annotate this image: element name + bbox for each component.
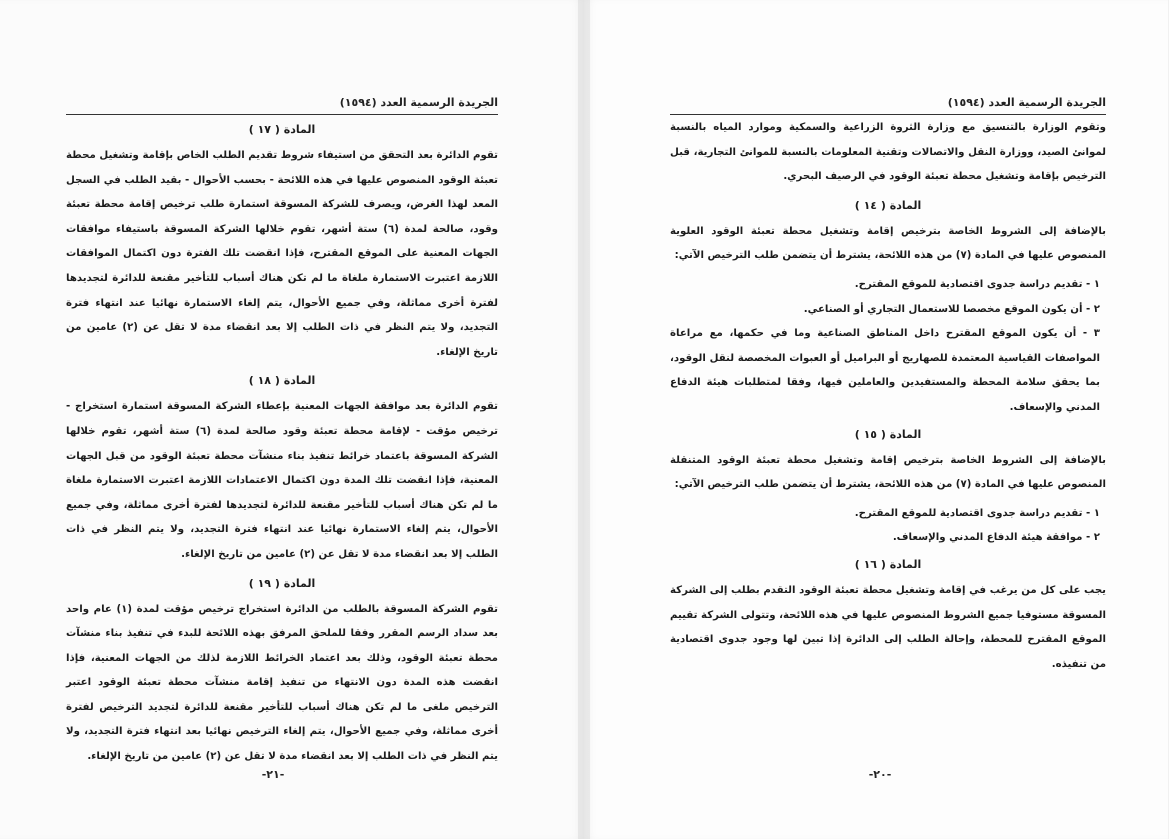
article-16-title: المادة ( ١٦ ) (854, 557, 922, 571)
book-gutter (578, 0, 590, 839)
article-14-item-1: ١ - تقديم دراسة جدوى اقتصادية للموقع المقترح. (854, 278, 1100, 290)
page-20 (584, 0, 1168, 839)
gazette-title: الجريدة الرسمية العدد (١٥٩٤) (947, 95, 1106, 109)
page-body (670, 116, 1106, 681)
article-14-title: المادة ( ١٤ ) (854, 198, 922, 212)
article-17-title: المادة ( ١٧ ) (248, 123, 316, 136)
article-19-text: تقوم الشركة المسوقة بالطلب من الدائرة استخراج ترخيص مؤقت لمدة (١) عام واحد بعد سداد الرسم المقرر وفقا للملحق المرفق بهذه اللائحة للبدء في تنفيذ بناء منشآت محطة تعبئة الوقود، وذلك بعد اعتماد الخرائط اللازمة لذلك من الجهات المعنية، فإذا انقضت هذه المدة دون الانتهاء من تنفيذ إقامة منشآت محطة تعبئة الوقود اعتبر الترخيص ملغى ما لم تكن هناك أسباب للتأخير مقنعة للدائرة لتجديد الترخيص لفترة أخرى مماثلة، وفي جميع الأحوال، يتم إلغاء الترخيص نهائيا بعد انتهاء فترة التجديد، ولا يتم النظر في ذات الطلب إلا بعد انقضاء مدة لا تقل عن (٢) عامين من تاريخ الإلغاء. (66, 603, 498, 763)
article-14-item-2: ٢ - أن يكون الموقع مخصصا للاستعمال التجاري أو الصناعي. (803, 303, 1100, 315)
article-15-lead: بالإضافة إلى الشروط الخاصة بترخيص إقامة وتشغيل محطة تعبئة الوقود المتنقلة المنصوص عليها في المادة (٧) من هذه اللائحة، يشترط أن يتضمن طلب الترخيص الآتي: (670, 454, 1106, 491)
article-17-text: تقوم الدائرة بعد التحقق من استيفاء شروط تقديم الطلب الخاص بإقامة وتشغيل محطة تعبئة الوقود المنصوص عليها في هذه اللائحة - بحسب الأحوال - بقيد الطلب في السجل المعد لهذا الغرض، ويصرف للشركة المسوقة استمارة طلب ترخيص إقامة محطة تعبئة وقود، صالحة لمدة (٦) ستة أشهر، تقوم خلالها الشركة المسوقة باستيفاء موافقات الجهات المعنية على الموقع المقترح، فإذا انقضت تلك الفترة دون اكتمال الموافقات اللازمة اعتبرت الاستمارة ملغاة ما لم تكن هناك أسباب للتأخير مقنعة للدائرة لتجديدها لفترة أخرى مماثلة، وفي جميع الأحوال، يتم إلغاء الاستمارة نهائيا عند انتهاء فترة التجديد، ولا يتم النظر في ذات الطلب إلا بعد انقضاء مدة لا تقل عن (٢) عامين من تاريخ الإلغاء. (66, 150, 498, 358)
article-18-text: تقوم الدائرة بعد موافقة الجهات المعنية بإعطاء الشركة المسوقة استمارة استخراج - ترخيص مؤقت - لإقامة محطة تعبئة وقود صالحة لمدة (٦) ستة أشهر، تقوم خلالها الشركة المسوقة باعتماد خرائط تنفيذ بناء منشآت محطة تعبئة الوقود من قبل الجهات المعنية، فإذا انقضت تلك المدة دون اكتمال الاعتمادات اللازمة اعتبرت الاستمارة ملغاة ما لم تكن هناك أسباب للتأخير مقنعة للدائرة لتجديدها لفترة أخرى مماثلة، وفي جميع الأحوال، يتم إلغاء الاستمارة نهائيا عند انتهاء فترة التجديد، ولا يتم النظر في ذات الطلب إلا بعد انقضاء مدة لا تقل عن (٢) عامين من تاريخ الإلغاء. (66, 401, 499, 560)
article-15-title: المادة ( ١٥ ) (854, 427, 922, 441)
header-rule (670, 114, 1106, 115)
header-rule (66, 114, 498, 115)
article-14-item-3: ٣ - أن يكون الموقع المقترح داخل المناطق الصناعية وما في حكمها، مع مراعاة المواصفات القياسية المعتمدة للصهاريج أو البراميل أو العبوات المخصصة لنقل الوقود، بما يحقق سلامة المحطة والمستفيدين والعاملين فيها، وفقا لمتطلبات هيئة الدفاع المدني والإسعاف. (670, 328, 1100, 413)
article-18-title: المادة ( ١٨ ) (248, 374, 316, 388)
page-number: -٢١- (261, 768, 285, 781)
article-14-lead: بالإضافة إلى الشروط الخاصة بترخيص إقامة وتشغيل محطة تعبئة الوقود العلوية المنصوص عليها في المادة (٧) من هذه اللائحة، يشترط أن يتضمن طلب الترخيص الآتي: (670, 225, 1106, 262)
article-15-item-2: ٢ - موافقة هيئة الدفاع المدني والإسعاف. (892, 532, 1100, 544)
page-body (66, 116, 498, 774)
intro-paragraph: وتقوم الوزارة بالتنسيق مع وزارة الثروة الزراعية والسمكية وموارد المياه بالنسبة لموانئ الصيد، ووزارة النقل والاتصالات وتقنية المعلومات بالنسبة للموانئ التجارية، قبل الترخيص بإقامة وتشغيل محطة تعبئة الوقود في الرصيف البحري. (670, 122, 1106, 183)
page-header (670, 93, 1106, 111)
article-15-item-1: ١ - تقديم دراسة جدوى اقتصادية للموقع المقترح. (854, 507, 1100, 519)
page-number: -٢٠- (868, 768, 892, 781)
article-16-text: يجب على كل من يرغب في إقامة وتشغيل محطة تعبئة الوقود التقدم بطلب إلى الشركة المسوقة مستوفيا جميع الشروط المنصوص عليها في هذه اللائحة، وتتولى الشركة تقييم الموقع المقترح للمحطة، وإحالة الطلب إلى الدائرة إذا تبين لها وجود جدوى اقتصادية من تنفيذه. (670, 584, 1106, 670)
gazette-title: الجريدة الرسمية العدد (١٥٩٤) (339, 95, 498, 109)
page-header (66, 93, 498, 111)
article-19-title: المادة ( ١٩ ) (248, 576, 316, 590)
page-21 (0, 0, 584, 839)
